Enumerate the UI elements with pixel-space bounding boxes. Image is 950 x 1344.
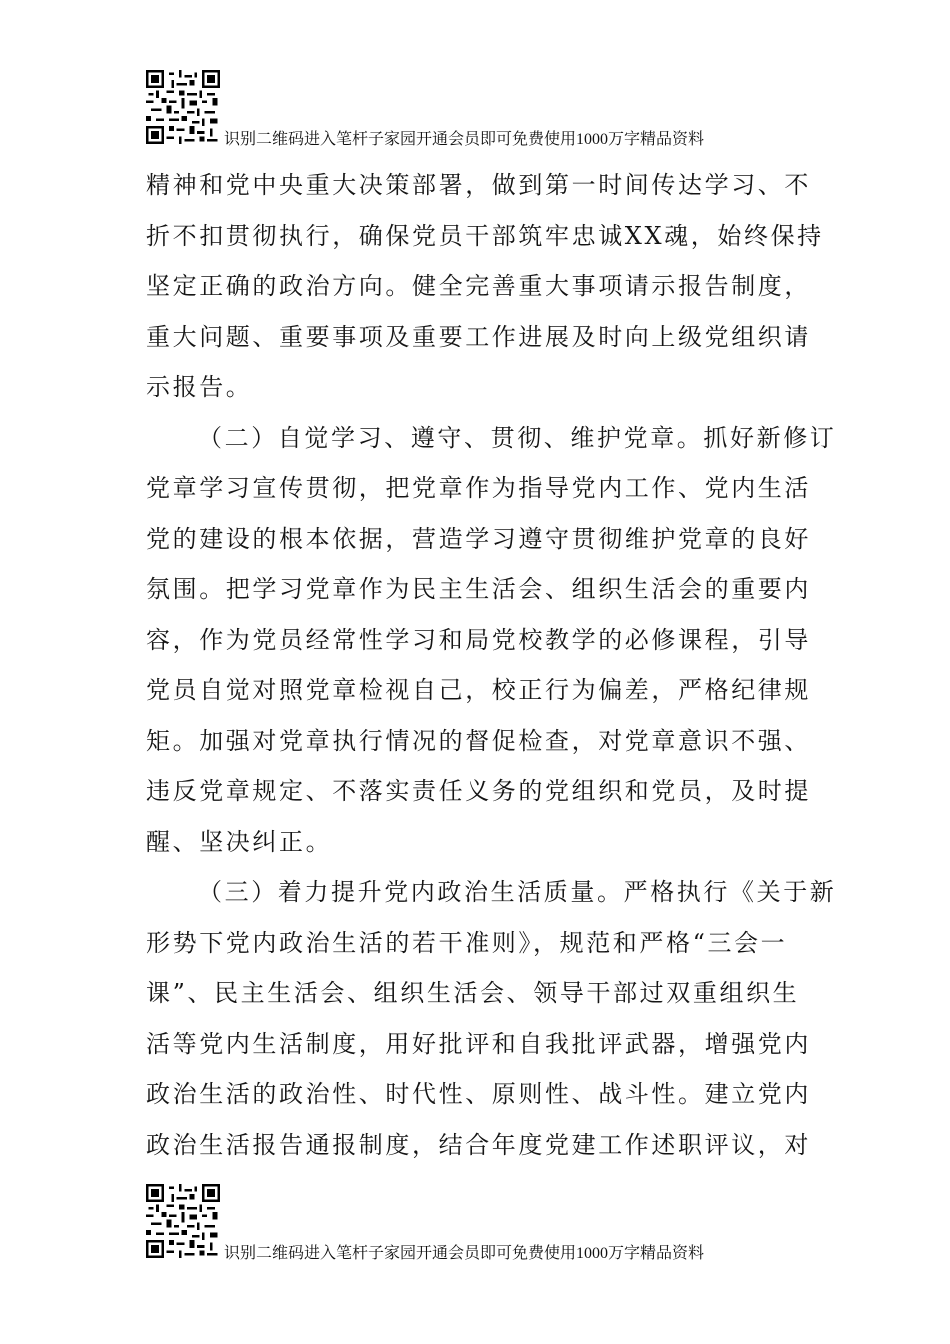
header-banner — [146, 70, 826, 150]
text-line: 活等党内生活制度，用好批评和自我批评武器，增强党内 — [146, 1029, 811, 1058]
text-line: 折不扣贯彻执行，确保党员干部筑牢忠诚XX魂，始终保持 — [146, 221, 824, 250]
qr-code-icon[interactable] — [146, 1184, 220, 1258]
document-body — [146, 160, 837, 1170]
text-line: 矩。加强对党章执行情况的督促检查，对党章意识不强、 — [146, 726, 811, 755]
text-line: 违反党章规定、不落实责任义务的党组织和党员，及时提 — [146, 777, 811, 805]
text-line: 党章学习宣传贯彻，把党章作为指导党内工作、党内生活 — [146, 474, 811, 502]
text-line: 坚定正确的政治方向。健全完善重大事项请示报告制度， — [146, 272, 811, 300]
text-line: 醒、坚决纠正。 — [146, 827, 333, 856]
text-line: 党的建设的根本依据，营造学习遵守贯彻维护党章的良好 — [146, 524, 811, 553]
text-line: 形势下党内政治生活的若干准则》，规范和严格“三会一 — [146, 928, 788, 957]
text-line: 政治生活的政治性、时代性、原则性、战斗性。建立党内 — [146, 1080, 811, 1108]
banner-promo-text: 识别二维码进入笔杆子家园开通会员即可免费使用1000万字精品资料 — [224, 1245, 705, 1262]
footer-banner — [146, 1184, 826, 1264]
text-line: 党员自觉对照党章检视自己，校正行为偏差，严格纪律规 — [146, 676, 811, 704]
text-line: 课”、民主生活会、组织生活会、领导干部过双重组织生 — [146, 979, 800, 1007]
qr-code-icon[interactable] — [146, 70, 220, 144]
text-line: 示报告。 — [146, 373, 253, 401]
text-line: 精神和党中央重大决策部署，做到第一时间传达学习、不 — [146, 171, 811, 199]
text-line: 重大问题、重要事项及重要工作进展及时向上级党组织请 — [146, 322, 811, 351]
text-line: 氛围。把学习党章作为民主生活会、组织生活会的重要内 — [146, 575, 811, 603]
banner-promo-text: 识别二维码进入笔杆子家园开通会员即可免费使用1000万字精品资料 — [224, 131, 705, 148]
section-heading-2: （二）自觉学习、遵守、贯彻、维护党章。抓好新修订 — [198, 423, 837, 452]
text-line: 容，作为党员经常性学习和局党校教学的必修课程，引导 — [146, 625, 811, 654]
section-heading-3: （三）着力提升党内政治生活质量。严格执行《关于新 — [198, 878, 837, 906]
text-line: 政治生活报告通报制度，结合年度党建工作述职评议，对 — [146, 1130, 811, 1159]
